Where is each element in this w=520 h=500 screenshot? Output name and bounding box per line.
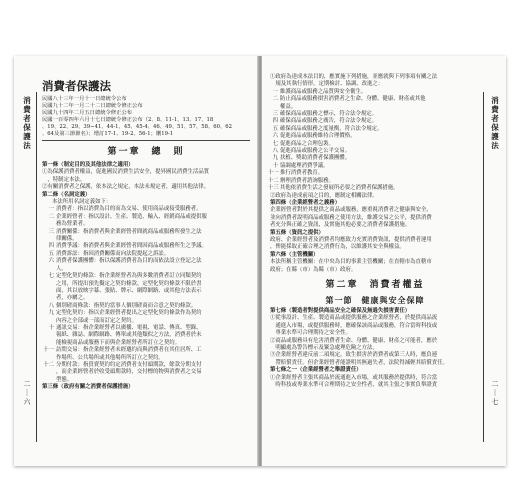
list-item-number: 六 [48, 258, 54, 265]
paragraph-line: 者充分與正確之資訊，及實施其他必要之消費者保護措施。 [270, 222, 411, 229]
list-item-text: 訪問交易：指企業經營者未經邀約而與消費者在其住居所、工 [56, 347, 202, 354]
list-item-line [270, 178, 480, 185]
list-item-line [42, 295, 250, 302]
paragraph-line: ①企業經營者主張其商品於流通進入市場，或其服務於提供時，符合當 [270, 374, 438, 381]
list-item-line [42, 273, 250, 280]
list-item-line [270, 104, 480, 111]
list-item-number: 五 [272, 125, 278, 132]
list-item-line [42, 355, 250, 362]
list-item-text: 定型化契約條款：指企業經營者為與多數消費者訂立同類契約 [56, 273, 202, 280]
article-2-heading: 第二條（名詞定義） [42, 191, 91, 198]
list-item-line [270, 155, 480, 162]
list-item-number: 十二 [43, 361, 54, 368]
right-page-body [270, 74, 480, 389]
list-item-text: 協調處理消費爭議。 [280, 162, 329, 169]
list-item-line [270, 170, 480, 177]
list-item-text: 消費訴訟：指因消費關係而向法院提起之訴訟。 [56, 250, 170, 257]
list-item-number: 四 [272, 118, 278, 125]
list-item-number: 三 [272, 111, 278, 118]
list-item-text: 面，其以放映字幕、張貼、牌示、網際網路、或其他方法表示 [56, 287, 202, 294]
list-item-number: 二 [48, 213, 54, 220]
paragraph-line: 並向消費者說明商品或服務之使用方法，維護交易之公平，提供消費 [270, 214, 432, 221]
history-line: 民國九十四年二月五日總統令修正公布 [42, 110, 133, 116]
article-6-text [270, 259, 480, 274]
list-item-text: 確保商品或服務之度量衡，符合法令規定。 [280, 125, 383, 132]
list-item-line [270, 96, 480, 103]
list-item-text: 消費者：指以消費為目的而為交易、使用商品或接受服務者。 [56, 206, 202, 213]
article-7-text [270, 315, 480, 367]
list-item-text: 作場所、公共場所或其他場所所訂立之契約。 [56, 354, 164, 361]
open-book [14, 56, 506, 466]
list-item-number: 九 [48, 310, 54, 317]
list-item-line [42, 369, 250, 376]
list-item-text: 企業經營者：指以設計、生產、製造、輸入、經銷商品或提供服 [56, 213, 207, 220]
list-item-number: 一 [272, 88, 278, 95]
history-line: 民國九十二年一月二十二日總統令修正公布 [42, 103, 143, 109]
right-page-number: 二 ｜ 七 [491, 380, 499, 406]
list-item-line [42, 243, 250, 250]
paragraph-line: ，俾能採取正確合理之消費行為，以維護其安全與權益。 [270, 244, 405, 251]
list-item-line [42, 318, 250, 325]
article-1-text [42, 169, 250, 191]
list-item-number: 五 [48, 250, 54, 257]
list-item-line [270, 133, 480, 140]
list-item-number: 四 [48, 243, 54, 250]
list-item-number: 三 [48, 228, 54, 235]
chapter-1-heading: 第一章 總 則 [107, 147, 185, 157]
left-margin-rule [36, 92, 37, 442]
list-item-text: 分期付款：指買賣契約約定消費者支付頭期款，餘款分期支付 [56, 361, 202, 368]
paragraph-line: ，特制定本法。 [42, 176, 86, 183]
paragraph-line: 時科技或專業水準可合理期待之安全性者，就其主張之事實負舉證責 [270, 382, 438, 389]
list-item-line [270, 118, 480, 125]
article-6-heading: 第六條（主管機關） [270, 251, 319, 258]
left-page-number: 二 ｜ 六 [23, 380, 31, 406]
article-2-intro: 本法所用名詞定義如下： [52, 199, 112, 206]
list-item-text: 報紙、雜誌、網際網路、傳單或其他類似之方法，消費者於未 [56, 332, 202, 339]
history-line: 、19、22、29、39∼41、44-1、45、45-4、46、49、51、57、58、60、62 [42, 124, 233, 130]
list-item-line [42, 281, 250, 288]
article-3-heading: 第三條（政府有關之消費者保護措施） [42, 384, 134, 391]
history-line: 民國八十三年一月十一日總統令公布 [42, 96, 127, 102]
list-item-number: 八 [48, 302, 54, 309]
list-item-text: 確保商品或服務之廣告，符合法令規定。 [280, 118, 378, 125]
article-5-heading: 第五條（資訊之提供） [270, 229, 324, 236]
left-running-title: 消 費 者 保 護 法 [23, 96, 31, 150]
list-item-text: 促進商品之合理包裝。 [280, 140, 334, 147]
list-item-text: 消費爭議：指消費者與企業經營者間因商品或服務所生之爭議。 [56, 243, 207, 250]
list-item-line [42, 206, 250, 213]
paragraph-line: ②商品或服務具有危害消費者生命、身體、健康、財產之可能者，應於 [270, 337, 438, 344]
list-item-text: 確保商品或服務之標示，符合法令規定。 [280, 111, 378, 118]
list-item-text: 權益。 [280, 103, 297, 110]
list-item-text: 推行消費者教育。 [280, 170, 324, 177]
list-item-text: 防止商品或服務損害消費者之生命、身體、健康、財產或其他 [280, 96, 426, 103]
history-line: 民國一百零四年六月十七日總統令修正公布（2、8、11-1、13、17、18 [42, 117, 214, 123]
paragraph-line: 明顯處為警告標示及緊急處理危險之方法。 [270, 345, 378, 351]
list-item-number: 七 [272, 140, 278, 147]
list-item-number: 一 [48, 206, 54, 213]
paragraph-line: 本法所稱主管機關：在中央為目的事業主管機關；在直轄市為直轄市 [270, 259, 432, 266]
list-item-text: 扶植、獎助消費者保護團體。 [280, 155, 351, 162]
list-item-text: 消費者保護團體：指以保護消費者為目的而依法設立登記之法 [56, 258, 202, 265]
list-item-number: 十二 [268, 177, 279, 184]
paragraph-line: 帶賠償責任。但企業經營者能證明其無過失者，法院得減輕其賠償責任。 [270, 359, 448, 366]
chapter-2-heading: 第二章 消費者權益 [325, 279, 425, 290]
list-item-text: 型態。 [56, 376, 73, 383]
left-page [14, 56, 258, 466]
list-item-text: 其他依消費生活之發展所必要之消費者保護措施。 [280, 185, 399, 192]
paragraph-line: 政府、企業經營者及消費者均應致力充實消費資訊，提供消費者運用 [270, 236, 432, 243]
list-item-number: 十一 [268, 170, 279, 177]
article-7-1-text [270, 375, 480, 390]
list-item-text: 內容之全部或一部而訂定之契約。 [56, 317, 137, 324]
list-item-text: 促進商品或服務維持合理價格。 [280, 133, 356, 140]
article-4-text [270, 207, 480, 229]
article-5-text [270, 237, 480, 252]
paragraph-line: ①政府為達成本法目的，應實施下列措施，並應就與下列事項有關之法 [270, 74, 438, 80]
list-item-line [42, 229, 250, 236]
list-item-line [42, 266, 250, 273]
left-page-body [42, 74, 250, 392]
article-3-text [270, 74, 480, 89]
list-item-text: 通訊交易：指企業經營者以廣播、電視、電話、傳真、型錄、 [56, 324, 202, 331]
article-2-items [42, 206, 250, 384]
list-item-line [42, 332, 250, 339]
legislative-history [42, 96, 250, 141]
paragraph-line: 政府；在縣（市）為縣（市）政府。 [270, 266, 357, 273]
paragraph-line: ③企業經營者違反前二項規定，致生損害於消費者或第三人時，應負連 [270, 352, 438, 359]
list-item-text: 務為營業者。 [56, 221, 89, 228]
list-item-number: 十一 [43, 347, 54, 354]
article-7-1-heading: 第七條之一（企業經營者之舉證責任） [270, 367, 362, 374]
list-item-number: 八 [272, 148, 278, 155]
list-item-text: 辦理消費者諮詢服務。 [280, 177, 334, 184]
list-item-number: 七 [48, 273, 54, 280]
paragraph-line: 企業經營者對於其提供之商品或服務，應重視消費者之健康與安全， [270, 207, 432, 214]
section-1-heading: 第一節 健康與安全保障 [325, 294, 425, 305]
list-item-text: 能檢視商品或服務下而與企業經營者所訂立之契約。 [56, 339, 180, 346]
list-item-number: 九 [272, 155, 278, 162]
list-item-number: 十三 [268, 185, 279, 192]
paragraph-line: ①為保護消費者權益，促進國民消費生活安全，提昇國民消費生活品質 [42, 169, 210, 176]
list-item-text: 促進商品或服務之公平交易。 [280, 148, 351, 155]
list-item-text: ，而企業經營者於收受頭期款時，交付標的物與消費者之交易 [56, 369, 202, 376]
list-item-text: 人。 [56, 265, 67, 272]
list-item-number: 二 [272, 96, 278, 103]
list-item-line [42, 303, 250, 310]
list-item-text: 定型化契約：指以企業經營者提出之定型化契約條款作為契約 [56, 310, 202, 317]
right-page [262, 56, 506, 466]
right-margin-rule [483, 92, 484, 442]
list-item-text: 個別磋商條款：指契約當事人個別磋商而合意之契約條款。 [56, 302, 197, 309]
paragraph-line: ①從事設計、生產、製造商品或提供服務之企業經營者，於提供商品流 [270, 315, 438, 322]
list-item-text: 消費關係：指消費者與企業經營者間就商品或服務所發生之法 [56, 228, 202, 235]
paragraph-line: 通進入市場，或提供服務時，應確保該商品或服務，符合當時科技或 [270, 322, 438, 329]
paragraph-line: 規及其執行情形，定期檢討、協調、改進之： [270, 81, 384, 88]
paragraph-line: ②有關消費者之保護，依本法之規定，本法未規定者，適用其他法律。 [42, 184, 210, 191]
law-title: 消費者保護法 [42, 79, 111, 93]
list-item-line [42, 221, 250, 228]
paragraph-line: 專業水準可合理期待之安全性。 [270, 330, 351, 337]
list-item-line [42, 347, 250, 354]
list-item-text: 維護商品或服務之品質與安全衛生。 [280, 88, 367, 95]
list-item-number: 十 [272, 162, 278, 169]
list-item-text: 律關係。 [56, 236, 78, 243]
article-1-heading: 第一條（制定目的及其他法律之適用） [42, 162, 134, 168]
list-item-number: 十 [48, 324, 54, 331]
list-item-number: 六 [272, 133, 278, 140]
list-item-text: 者，亦屬之。 [56, 295, 89, 302]
history-line: 、64及第三節節名）；增訂17-1、19-2、56-1；刪19-1 [42, 131, 174, 137]
article-4-heading: 第四條（企業經營者之義務） [270, 199, 341, 206]
article-7-heading: 第七條（製造者對提供商品安全之確保及無過失損害責任） [270, 307, 411, 314]
article-3-paragraph-2: ②政府為達成前項之目的，應制定相關法律。 [270, 192, 378, 199]
list-item-line [270, 185, 480, 192]
article-3-items [270, 89, 480, 193]
list-item-line [42, 310, 250, 317]
list-item-line [42, 258, 250, 265]
list-item-text: 之用，所提出預先擬定之契約條款。定型化契約條款不限於書 [56, 280, 202, 287]
list-item-line [270, 141, 480, 148]
right-running-title: 消 費 者 保 護 法 [491, 96, 499, 150]
